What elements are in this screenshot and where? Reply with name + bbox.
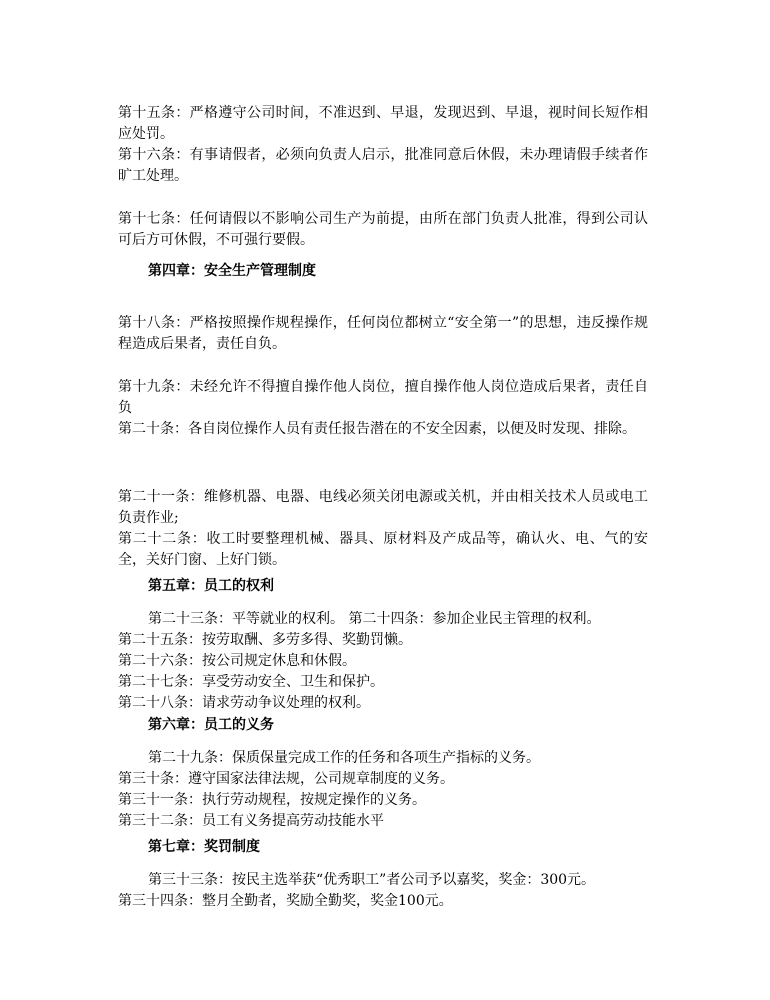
- article-29: 第二十九条：保质保量完成工作的任务和各项生产指标的义务。: [148, 750, 540, 766]
- article-19-block: [118, 377, 648, 440]
- article-21-block: [118, 487, 648, 571]
- article-34: 第三十四条：整月全勤者，奖励全勤奖，奖金100元。: [118, 893, 453, 909]
- chapter-4-block: [118, 261, 648, 282]
- chapter-6-articles: [118, 748, 648, 832]
- chapter-5-articles: [118, 609, 648, 714]
- chapter-4-heading: 第四章：安全生产管理制度: [148, 263, 316, 279]
- article-22: 第二十二条：收工时要整理机械、器具、原材料及产成品等，确认火、电、气的安全，关好门窗、上好门锁。: [118, 531, 648, 568]
- article-17: 第十七条：任何请假以不影响公司生产为前提，由所在部门负责人批准，得到公司认可后方可休假，不可强行要假。: [118, 211, 648, 248]
- article-20: 第二十条：各自岗位操作人员有责任报告潜在的不安全因素，以便及时发现、排除。: [118, 421, 636, 437]
- chapter-7-block: [118, 837, 648, 858]
- article-26: 第二十六条：按公司规定休息和休假。: [118, 653, 356, 669]
- article-31: 第三十一条：执行劳动规程，按规定操作的义务。: [118, 792, 426, 808]
- article-30: 第三十条：遵守国家法律法规，公司规章制度的义务。: [118, 771, 454, 787]
- chapter-5-heading: 第五章：员工的权利: [148, 578, 274, 594]
- chapter-7-articles: [118, 870, 648, 912]
- article-21: 第二十一条：维修机器、电器、电线必须关闭电源或关机，并由相关技术人员或电工负责作业;: [118, 489, 648, 526]
- article-19: 第十九条：未经允许不得擅自操作他人岗位，擅自操作他人岗位造成后果者，责任自负: [118, 379, 648, 416]
- article-18: 第十八条：严格按照操作规程操作，任何岗位都树立“安全第一”的思想，违反操作规程造成后果者，责任自负。: [118, 315, 648, 352]
- article-15: 第十五条：严格遵守公司时间，不准迟到、早退，发现迟到、早退，视时间长短作相应处罚。: [118, 105, 648, 142]
- article-17-block: [118, 209, 648, 251]
- chapter-5-block: [118, 576, 648, 597]
- article-18-block: [118, 313, 648, 355]
- article-28: 第二十八条：请求劳动争议处理的权利。: [118, 695, 370, 711]
- article-32: 第三十二条：员工有义务提高劳动技能水平: [118, 813, 384, 829]
- article-25: 第二十五条：按劳取酬、多劳多得、奖勤罚懒。: [118, 632, 412, 648]
- chapter-7-heading: 第七章：奖罚制度: [148, 839, 260, 855]
- article-27: 第二十七条：享受劳动安全、卫生和保护。: [118, 674, 384, 690]
- chapter-6-block: [118, 715, 648, 736]
- chapter-6-heading: 第六章：员工的义务: [148, 717, 274, 733]
- article-15-block: [118, 103, 648, 187]
- article-33: 第三十三条：按民主选举获“优秀职工”者公司予以嘉奖，奖金：300元。: [148, 872, 596, 888]
- article-16: 第十六条：有事请假者，必须向负责人启示，批准同意后休假，未办理请假手续者作旷工处理。: [118, 147, 648, 184]
- article-23-24: 第二十三条：平等就业的权利。 第二十四条：参加企业民主管理的权利。: [148, 611, 601, 627]
